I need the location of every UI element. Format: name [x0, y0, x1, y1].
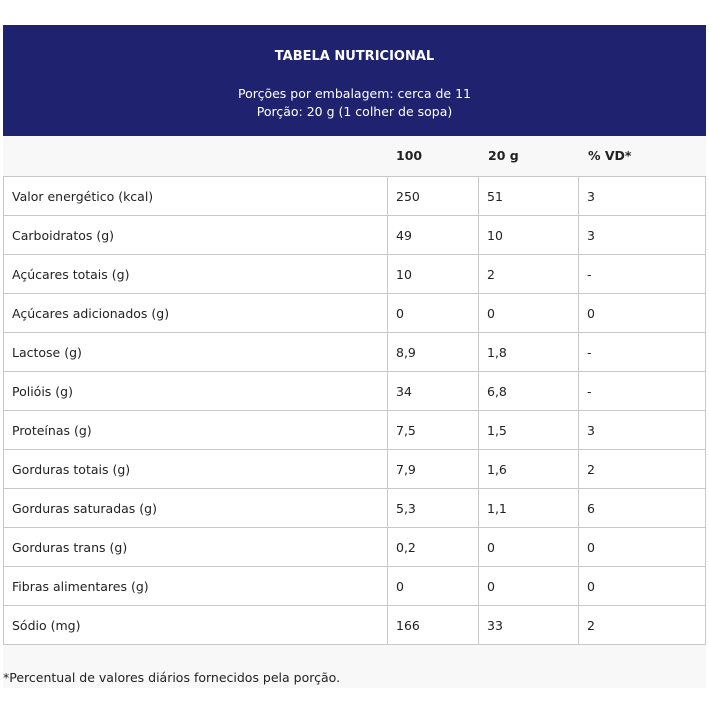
daily-value-cell: 0 — [579, 567, 706, 606]
per-100-value-cell: 8,9 — [388, 333, 479, 372]
daily-value-cell: 3 — [579, 216, 706, 255]
daily-value-cell: 3 — [579, 411, 706, 450]
table-row — [4, 372, 706, 411]
column-headers — [3, 136, 706, 176]
nutrition-table — [3, 176, 706, 645]
per-portion-value-cell: 0 — [479, 294, 579, 333]
servings-per-package: Porções por embalagem: cerca de 11 — [237, 86, 471, 101]
daily-value-cell: 3 — [579, 177, 706, 216]
nutrient-name-cell: Valor energético (kcal) — [4, 177, 388, 216]
daily-value-cell: - — [579, 372, 706, 411]
nutrient-name-cell: Sódio (mg) — [4, 606, 388, 645]
per-portion-value-cell: 0 — [479, 567, 579, 606]
table-row — [4, 450, 706, 489]
nutrient-name-cell: Açúcares adicionados (g) — [4, 294, 388, 333]
per-100-value-cell: 0 — [388, 294, 479, 333]
per-100-value-cell: 0 — [388, 567, 479, 606]
per-portion-value-cell: 51 — [479, 177, 579, 216]
table-row — [4, 528, 706, 567]
per-portion-value-cell: 33 — [479, 606, 579, 645]
daily-value-cell: 0 — [579, 294, 706, 333]
nutrient-name-cell: Gorduras totais (g) — [4, 450, 388, 489]
daily-value-cell: 6 — [579, 489, 706, 528]
table-row — [4, 333, 706, 372]
per-portion-value-cell: 10 — [479, 216, 579, 255]
daily-value-cell: - — [579, 333, 706, 372]
per-100-value-cell: 166 — [388, 606, 479, 645]
table-row — [4, 294, 706, 333]
per-100-value-cell: 250 — [388, 177, 479, 216]
per-100-value-cell: 10 — [388, 255, 479, 294]
nutrient-name-cell: Proteínas (g) — [4, 411, 388, 450]
table-row — [4, 177, 706, 216]
nutrient-name-cell: Polióis (g) — [4, 372, 388, 411]
per-portion-value-cell: 1,1 — [479, 489, 579, 528]
nutrient-name-cell: Lactose (g) — [4, 333, 388, 372]
per-portion-value-cell: 6,8 — [479, 372, 579, 411]
daily-value-cell: 2 — [579, 450, 706, 489]
per-portion-value-cell: 1,6 — [479, 450, 579, 489]
nutrient-name-cell: Fibras alimentares (g) — [4, 567, 388, 606]
portion-size: Porção: 20 g (1 colher de sopa) — [256, 104, 453, 119]
nutrient-name-cell: Açúcares totais (g) — [4, 255, 388, 294]
daily-value-cell: 0 — [579, 528, 706, 567]
column-header-100: 100 — [396, 148, 423, 163]
table-row — [4, 489, 706, 528]
table-row — [4, 567, 706, 606]
table-row — [4, 216, 706, 255]
per-portion-value-cell: 2 — [479, 255, 579, 294]
per-portion-value-cell: 1,8 — [479, 333, 579, 372]
table-row — [4, 255, 706, 294]
table-row — [4, 411, 706, 450]
per-portion-value-cell: 0 — [479, 528, 579, 567]
per-100-value-cell: 5,3 — [388, 489, 479, 528]
table-row — [4, 606, 706, 645]
per-100-value-cell: 0,2 — [388, 528, 479, 567]
per-100-value-cell: 7,9 — [388, 450, 479, 489]
per-100-value-cell: 7,5 — [388, 411, 479, 450]
column-header-portion: 20 g — [488, 148, 519, 163]
per-100-value-cell: 49 — [388, 216, 479, 255]
footnote: *Percentual de valores diários fornecidos pela porção. — [3, 670, 341, 685]
daily-value-cell: - — [579, 255, 706, 294]
nutrient-name-cell: Gorduras saturadas (g) — [4, 489, 388, 528]
nutrient-name-cell: Gorduras trans (g) — [4, 528, 388, 567]
per-portion-value-cell: 1,5 — [479, 411, 579, 450]
per-100-value-cell: 34 — [388, 372, 479, 411]
nutrition-header-banner — [3, 25, 706, 136]
nutrient-name-cell: Carboidratos (g) — [4, 216, 388, 255]
daily-value-cell: 2 — [579, 606, 706, 645]
column-header-vd: % VD* — [588, 148, 632, 163]
table-title: TABELA NUTRICIONAL — [274, 49, 435, 64]
